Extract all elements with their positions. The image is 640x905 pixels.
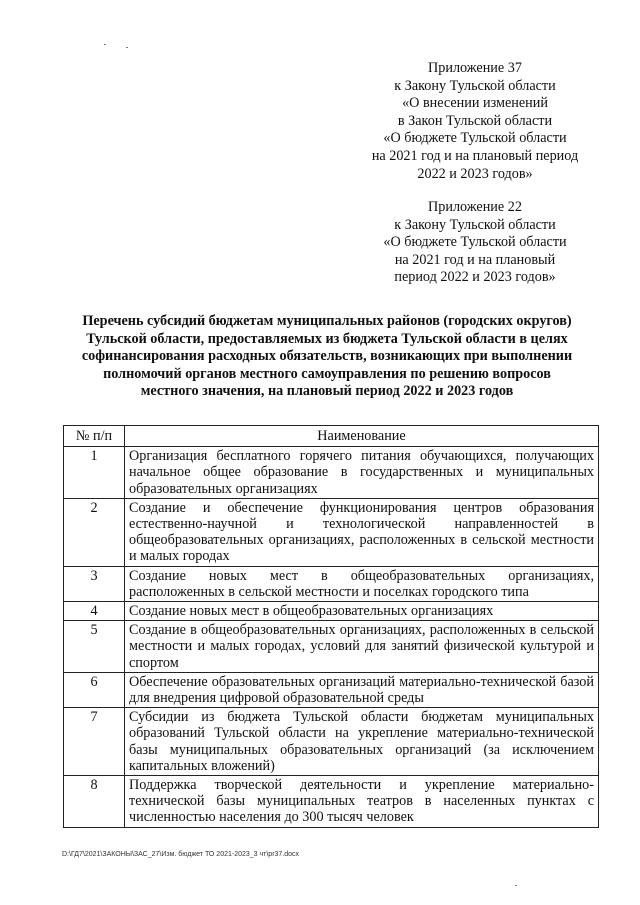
appendix-line: «О бюджете Тульской области (383, 234, 567, 251)
appendix-line: на 2021 год и на плановый (394, 251, 556, 268)
row-name: Обеспечение образовательных организаций материально-технической базой для внедрения цифровой образовательной среды (125, 672, 599, 707)
title-line: софинансирования расходных обязательств, возникающих при выполнении (81, 348, 573, 365)
title-line: местного значения, на плановый период 2022 и 2023 годов (140, 383, 514, 400)
row-name: Субсидии из бюджета Тульской области бюджетам муниципальных образований Тульской области на укрепление материально-технической базы муниципальных образовательных организаций (за исключением капитальных вложений) (125, 708, 599, 776)
table-row (64, 498, 599, 566)
appendix-line: Приложение 37 (428, 60, 522, 76)
appendix-line: «О внесении изменений (402, 95, 548, 112)
row-number: 7 (64, 708, 125, 776)
row-name: Поддержка творческой деятельности и укрепление материально-технической базы муниципальных театров в населенных пунктах с численностью населения до 300 тысяч человек (125, 776, 599, 828)
row-name: Организация бесплатного горячего питания обучающихся, получающих начальное общее образование в государственных и муниципальных образовательных организациях (125, 447, 599, 499)
appendix-line: на 2021 год и на плановый период (371, 147, 579, 164)
appendix-line: к Закону Тульской области (394, 77, 556, 94)
appendix-line: «О бюджете Тульской области (383, 130, 567, 147)
scan-speck (126, 47, 128, 48)
table-row (64, 621, 599, 673)
file-path-footer: D:\ГД7\2021\ЗАКОНЫ\ЗАС_27\Изм. бюджет ТО 2021-2023_3 чт\pr37.docx (62, 851, 300, 858)
column-header-name: Наименование (125, 426, 599, 447)
appendix-line: период 2022 и 2023 годов» (394, 269, 556, 286)
title-line: полномочий органов местного самоуправления по решению вопросов (103, 365, 551, 382)
appendix-line: Приложение 22 (428, 199, 522, 215)
row-name: Создание в общеобразовательных организациях, расположенных в сельской местности и малых городах, условий для занятий физической культурой и спортом (125, 621, 599, 673)
table-row (64, 776, 599, 828)
row-number: 1 (64, 447, 125, 499)
scan-speck (515, 885, 517, 886)
table-row (64, 708, 599, 776)
row-number: 5 (64, 621, 125, 673)
subsidies-table (63, 425, 599, 828)
row-number: 3 (64, 566, 125, 601)
column-header-number: № п/п (64, 426, 125, 447)
table-row (64, 672, 599, 707)
appendix-22-header (355, 199, 595, 287)
row-number: 4 (64, 602, 125, 621)
table-header-row (64, 426, 599, 447)
row-number: 6 (64, 672, 125, 707)
appendix-line: 2022 и 2023 годов» (417, 165, 533, 182)
scan-speck (104, 44, 106, 45)
row-name: Создание новых мест в общеобразовательных организациях, расположенных в сельской местности и поселках городского типа (125, 566, 599, 601)
row-number: 2 (64, 498, 125, 566)
row-name: Создание и обеспечение функционирования центров образования естественно-научной и технологической направленностей в общеобразовательных организациях, расположенных в сельской местности и малых городах (125, 498, 599, 566)
appendix-line: в Закон Тульской области (397, 112, 553, 129)
title-line: Перечень субсидий бюджетам муниципальных районов (городских округов) (82, 313, 572, 329)
title-line: Тульской области, предоставляемых из бюджета Тульской области в целях (86, 330, 568, 347)
table-row (64, 447, 599, 499)
appendix-line: к Закону Тульской области (394, 216, 556, 233)
document-title (62, 313, 592, 401)
row-name: Создание новых мест в общеобразовательных организациях (125, 602, 599, 621)
appendix-37-header (350, 60, 600, 183)
table-row (64, 602, 599, 621)
table-row (64, 566, 599, 601)
row-number: 8 (64, 776, 125, 828)
